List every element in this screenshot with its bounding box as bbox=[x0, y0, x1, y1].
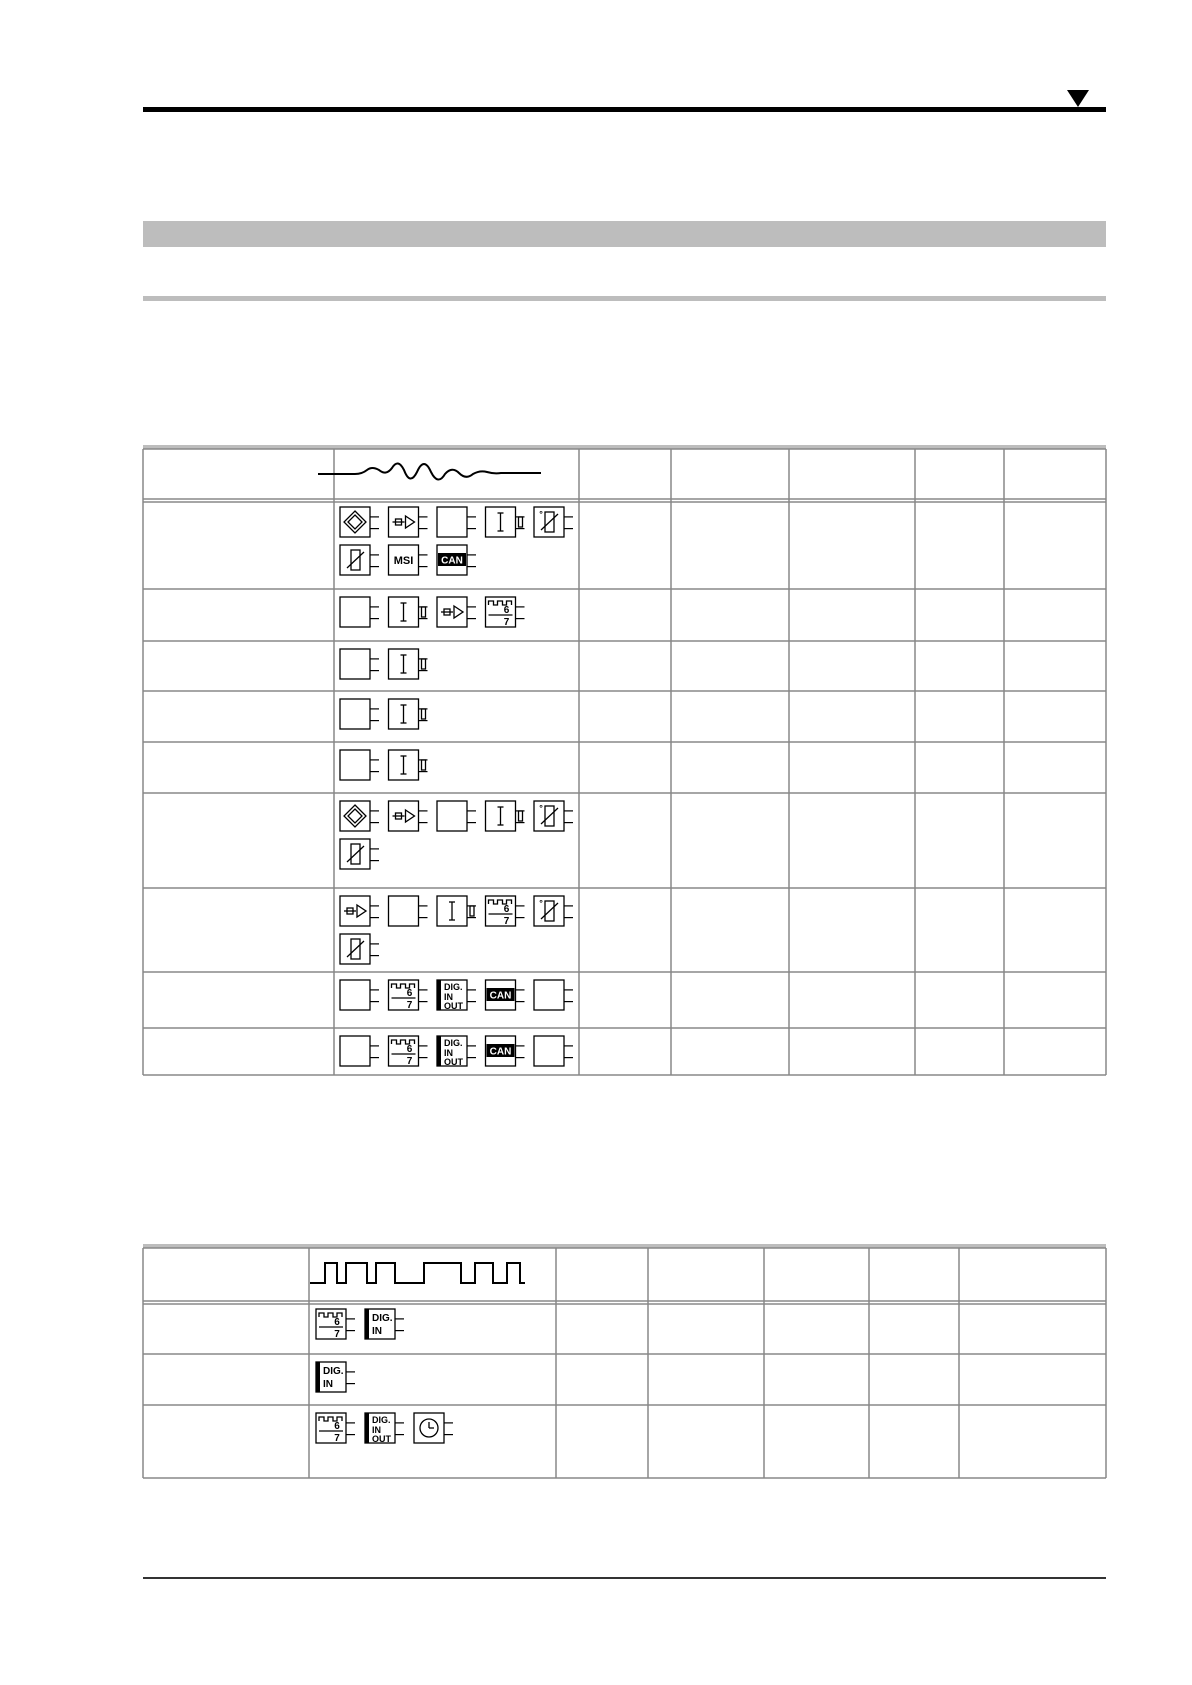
svg-text:°: ° bbox=[539, 898, 543, 908]
svg-text:°: ° bbox=[539, 803, 543, 813]
svg-text:OUT: OUT bbox=[444, 1001, 463, 1011]
svg-text:7: 7 bbox=[334, 1433, 340, 1444]
svg-text:OUT: OUT bbox=[372, 1434, 391, 1444]
svg-text:6: 6 bbox=[406, 1044, 413, 1055]
svg-text:6: 6 bbox=[503, 605, 510, 616]
svg-text:OUT: OUT bbox=[444, 1057, 463, 1067]
counter-icon bbox=[316, 1309, 355, 1340]
svg-text:6: 6 bbox=[503, 904, 510, 915]
dig-in-icon bbox=[365, 1309, 404, 1339]
svg-text:IN: IN bbox=[444, 992, 453, 1002]
svg-text:7: 7 bbox=[406, 1000, 413, 1011]
svg-text:DIG.: DIG. bbox=[323, 1366, 344, 1377]
svg-text:6: 6 bbox=[334, 1421, 340, 1432]
svg-text:6: 6 bbox=[334, 1317, 340, 1328]
digital-icon-cells bbox=[316, 1309, 453, 1444]
svg-text:7: 7 bbox=[503, 617, 510, 628]
digital-pulse-waveform-icon bbox=[310, 1263, 525, 1283]
svg-text:IN: IN bbox=[323, 1379, 333, 1390]
svg-text:MSI: MSI bbox=[393, 555, 414, 567]
svg-text:6: 6 bbox=[406, 988, 413, 999]
svg-text:DIG.: DIG. bbox=[372, 1415, 391, 1425]
table-header-row bbox=[310, 1263, 525, 1283]
svg-text:°: ° bbox=[539, 509, 543, 519]
svg-text:IN: IN bbox=[372, 1326, 382, 1337]
svg-text:7: 7 bbox=[503, 916, 510, 927]
table-row bbox=[316, 1413, 453, 1444]
svg-text:7: 7 bbox=[334, 1329, 340, 1340]
svg-text:DIG.: DIG. bbox=[444, 1038, 463, 1048]
svg-text:CAN: CAN bbox=[441, 555, 463, 567]
svg-text:IN: IN bbox=[372, 1425, 381, 1435]
svg-text:CAN: CAN bbox=[489, 1046, 512, 1058]
svg-text:DIG.: DIG. bbox=[444, 982, 463, 992]
svg-text:DIG.: DIG. bbox=[372, 1313, 393, 1324]
table-grid bbox=[143, 1244, 1106, 1478]
table-row bbox=[316, 1309, 404, 1340]
table-row bbox=[316, 1362, 355, 1392]
counter-icon bbox=[316, 1413, 355, 1444]
svg-text:CAN: CAN bbox=[489, 990, 512, 1002]
dig-in-icon bbox=[316, 1362, 355, 1392]
clock-icon bbox=[414, 1413, 453, 1443]
svg-text:7: 7 bbox=[406, 1056, 413, 1067]
dig-in-out-icon bbox=[365, 1413, 404, 1444]
svg-text:IN: IN bbox=[444, 1048, 453, 1058]
